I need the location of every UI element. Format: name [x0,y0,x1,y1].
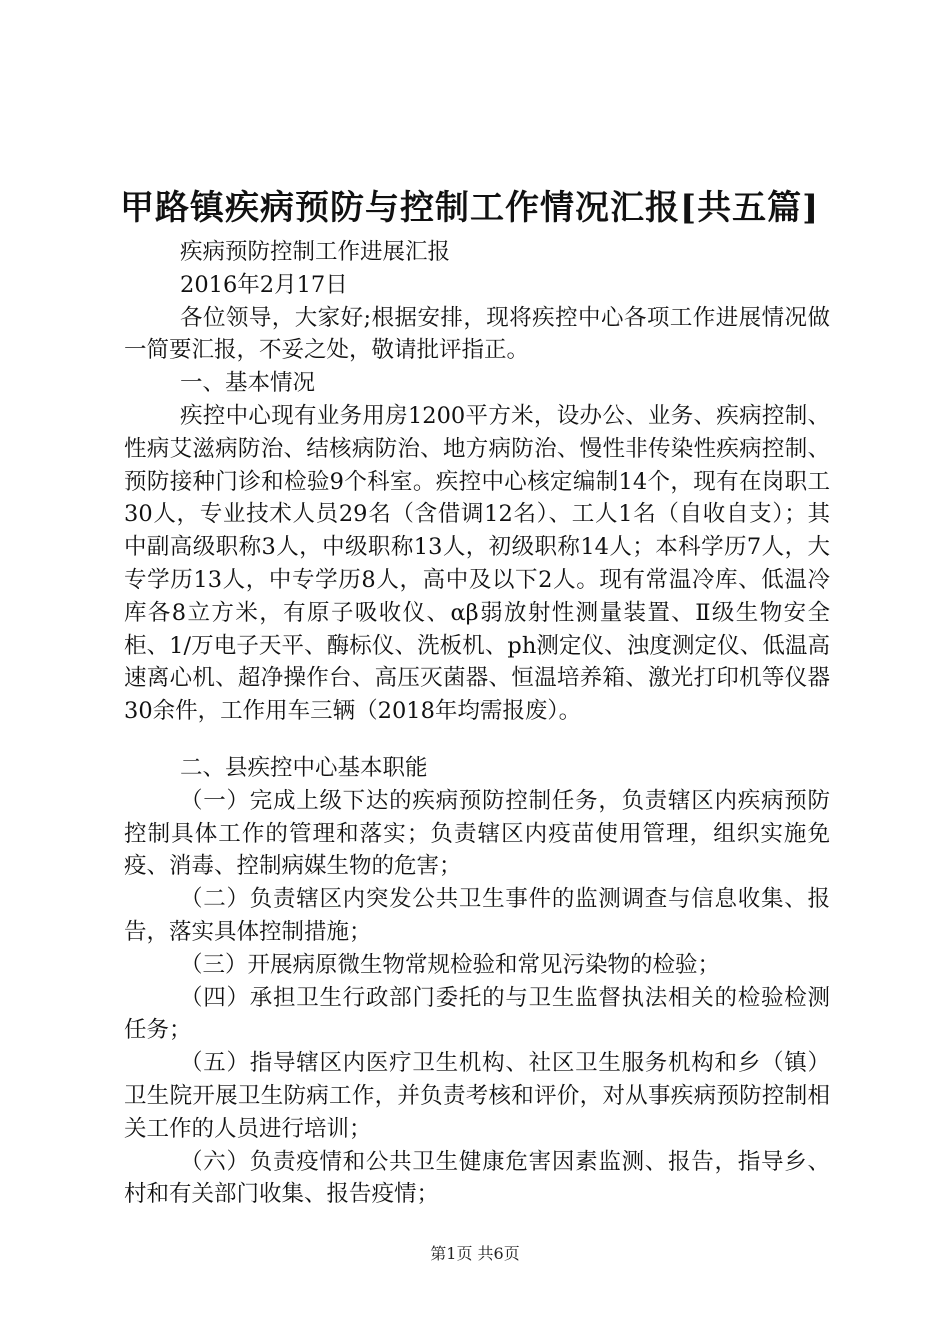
paragraph-greeting: 各位领导，大家好;根据安排，现将疾控中心各项工作进展情况做一简要汇报，不妥之处，敬请批评指正。 [124,304,830,364]
document-body [124,236,830,1211]
function-item-4: （四）承担卫生行政部门委托的与卫生监督执法相关的检验检测任务； [124,984,830,1044]
function-item-6: （六）负责疫情和公共卫生健康危害因素监测、报告，指导乡、村和有关部门收集、报告疫情； [124,1148,830,1208]
function-item-2: （二）负责辖区内突发公共卫生事件的监测调查与信息收集、报告，落实具体控制措施； [124,886,830,945]
paragraph-date: 2016年2月17日 [180,271,348,298]
page-footer: 第1页 共6页 [430,1244,520,1263]
paragraph-subtitle: 疾病预防控制工作进展汇报 [180,239,451,265]
function-item-3: （三）开展病原微生物常规检验和常见污染物的检验； [180,951,721,978]
section-heading-functions: 二、县疾控中心基本职能 [180,754,428,781]
function-item-5: （五）指导辖区内医疗卫生机构、社区卫生服务机构和乡（镇）卫生院开展卫生防病工作，并负责考核和评价，对从事疾病预防控制相关工作的人员进行培训； [124,1050,830,1142]
document-title: 甲路镇疾病预防与控制工作情况汇报[共五篇] [120,188,820,228]
function-item-1: （一）完成上级下达的疾病预防控制任务，负责辖区内疾病预防控制具体工作的管理和落实；负责辖区内疫苗使用管理，组织实施免疫、消毒、控制病媒生物的危害； [124,787,830,880]
paragraph-basic-situation: 疾控中心现有业务用房1200平方米，设办公、业务、疾病控制、性病艾滋病防治、结核病防治、地方病防治、慢性非传染性疾病控制、预防接种门诊和检验9个科室。疾控中心核定编制14个，现有在岗职工30人，专业技术人员29名（含借调12名）、工人1名（自收自支）；其中副高级职称3人，中级职称13人，初级职称14人；本科学历7人，大专学历13人，中专学历8人，高中及以下2人。现有常温冷库、低温冷库各8立方米，有原子吸收仪、αβ弱放射性测量装置、Ⅱ级生物安全柜、1/万电子天平、酶标仪、洗板机、ph测定仪、浊度测定仪、低温高速离心机、超净操作台、高压灭菌器、恒温培养箱、激光打印机等仪器30余件，工作用车三辆（2018年均需报废）。 [124,402,830,725]
section-heading-basic: 一、基本情况 [180,370,316,397]
paragraph-gap [124,728,830,752]
